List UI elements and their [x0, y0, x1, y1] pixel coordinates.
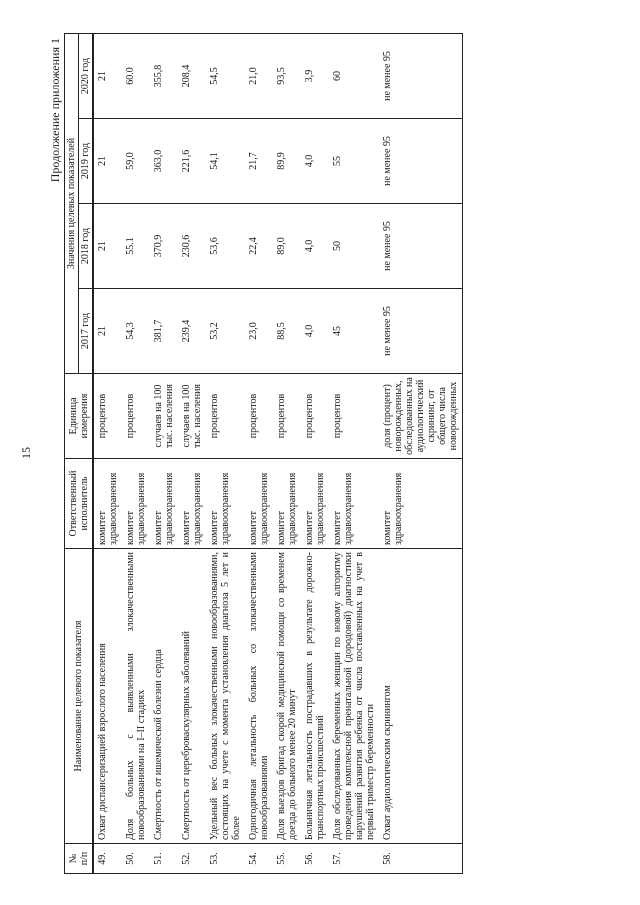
table-row — [178, 33, 206, 873]
row-number: 56. — [301, 844, 329, 874]
responsible-executor: комитет здравоохранения — [273, 459, 301, 549]
indicator-name: Смертность от ишемической болезни сердца — [150, 549, 178, 844]
value-2018: 22,4 — [245, 204, 273, 289]
unit-of-measure: процентов — [273, 374, 301, 459]
unit-of-measure: случаев на 100 тыс. населения — [178, 374, 206, 459]
indicator-name: Одногодичная летальность больных со злокачественными новообразованиями — [245, 549, 273, 844]
value-2019: 21 — [94, 119, 123, 204]
value-2017: 88,5 — [273, 289, 301, 374]
responsible-executor: комитет здравоохранения — [379, 459, 463, 549]
row-number: 54. — [245, 844, 273, 874]
value-2019: 89,9 — [273, 119, 301, 204]
header-name: Наименование целевого показателя — [65, 549, 93, 844]
value-2019: 21,7 — [245, 119, 273, 204]
value-2019: 59,0 — [122, 119, 150, 204]
value-2020: не менее 95 — [379, 33, 463, 118]
row-number: 49. — [94, 844, 123, 874]
responsible-executor: комитет здравоохранения — [245, 459, 273, 549]
value-2017: 53,2 — [206, 289, 245, 374]
value-2020: 93,5 — [273, 33, 301, 118]
value-2018: 230,6 — [178, 204, 206, 289]
header-year-2020: 2020 год — [79, 33, 93, 118]
responsible-executor: комитет здравоохранения — [150, 459, 178, 549]
indicator-name: Охват диспансеризацией взрослого населения — [94, 549, 123, 844]
value-2017: 4,0 — [301, 289, 329, 374]
indicator-name: Удельный вес больных злокачественными новообразованиями, состоящих на учете с момента установления диагноза 5 лет и более — [206, 549, 245, 844]
row-number: 57. — [329, 844, 379, 874]
indicator-name: Доля обследованных беременных женщин по новому алгоритму проведения комплексной пренатальной (дородовой) диагностики нарушений развития ребенка от числа поставленных на учет в первый триместр беременности — [329, 549, 379, 844]
page-number-text: 15 — [19, 447, 33, 459]
unit-of-measure: случаев на 100 тыс. населения — [150, 374, 178, 459]
value-2017: 54,3 — [122, 289, 150, 374]
value-2019: 55 — [329, 119, 379, 204]
page-number — [20, 448, 32, 458]
indicator-name: Больничная летальность пострадавших в результате дорожно-транспортных происшествий — [301, 549, 329, 844]
row-number: 58. — [379, 844, 463, 874]
value-2018: 370,9 — [150, 204, 178, 289]
unit-of-measure: процентов — [245, 374, 273, 459]
table-row — [273, 33, 301, 873]
value-2018: 21 — [94, 204, 123, 289]
table-body — [94, 33, 463, 873]
indicators-table — [64, 33, 463, 874]
header-year-2019: 2019 год — [79, 119, 93, 204]
rotated-page — [48, 34, 608, 874]
unit-of-measure: процентов — [122, 374, 150, 459]
value-2018: не менее 95 — [379, 204, 463, 289]
indicator-name: Доля больных с выявленными злокачественными новообразованиями на I–II стадиях — [122, 549, 150, 844]
value-2019: 363,0 — [150, 119, 178, 204]
row-number: 53. — [206, 844, 245, 874]
row-number: 52. — [178, 844, 206, 874]
value-2020: 3,9 — [301, 33, 329, 118]
row-number: 51. — [150, 844, 178, 874]
value-2019: 4,0 — [301, 119, 329, 204]
value-2020: 208,4 — [178, 33, 206, 118]
value-2017: 381,7 — [150, 289, 178, 374]
table-row — [301, 33, 329, 873]
responsible-executor: комитет здравоохранения — [178, 459, 206, 549]
value-2019: не менее 95 — [379, 119, 463, 204]
responsible-executor: комитет здравоохранения — [329, 459, 379, 549]
responsible-executor: комитет здравоохранения — [122, 459, 150, 549]
value-2018: 55.1 — [122, 204, 150, 289]
value-2019: 221,6 — [178, 119, 206, 204]
table-row — [329, 33, 379, 873]
unit-of-measure: процентов — [206, 374, 245, 459]
header-unit: Единица измерения — [65, 374, 93, 459]
value-2018: 50 — [329, 204, 379, 289]
table-row — [122, 33, 150, 873]
indicator-name: Смертность от цереброваскулярных заболеваний — [178, 549, 206, 844]
header-executor: Ответственный исполнитель — [65, 459, 93, 549]
responsible-executor: комитет здравоохранения — [94, 459, 123, 549]
value-2017: 21 — [94, 289, 123, 374]
value-2017: 23,0 — [245, 289, 273, 374]
appendix-continuation-caption: Продолжение приложения 1 — [48, 38, 62, 183]
table-row — [150, 33, 178, 873]
unit-of-measure: доля (процент) новорожденных, обследованных на аудиологический скрининг, от общего числа новорожденных — [379, 374, 463, 459]
unit-of-measure: процентов — [94, 374, 123, 459]
value-2020: 60.0 — [122, 33, 150, 118]
responsible-executor: комитет здравоохранения — [206, 459, 245, 549]
header-no: № п/п — [65, 844, 93, 874]
indicator-name: Охват аудиологическим скринингом — [379, 549, 463, 844]
table-row — [245, 33, 273, 873]
value-2020: 60 — [329, 33, 379, 118]
header-values-group: Значения целевых показателей — [65, 33, 79, 373]
value-2020: 355,8 — [150, 33, 178, 118]
value-2017: 45 — [329, 289, 379, 374]
value-2020: 54,5 — [206, 33, 245, 118]
value-2018: 4,0 — [301, 204, 329, 289]
unit-of-measure: процентов — [329, 374, 379, 459]
header-year-2017: 2017 год — [79, 289, 93, 374]
table-header — [65, 33, 94, 873]
table-row — [206, 33, 245, 873]
header-year-2018: 2018 год — [79, 204, 93, 289]
value-2018: 53,6 — [206, 204, 245, 289]
value-2018: 89,0 — [273, 204, 301, 289]
value-2019: 54,1 — [206, 119, 245, 204]
value-2020: 21,0 — [245, 33, 273, 118]
unit-of-measure: процентов — [301, 374, 329, 459]
indicator-name: Доля выездов бригад скорой медицинской помощи со временем доезда до больного менее 20 минут — [273, 549, 301, 844]
value-2017: не менее 95 — [379, 289, 463, 374]
table-row — [379, 33, 463, 873]
value-2020: 21 — [94, 33, 123, 118]
table-row — [94, 33, 123, 873]
row-number: 50. — [122, 844, 150, 874]
value-2017: 239,4 — [178, 289, 206, 374]
row-number: 55. — [273, 844, 301, 874]
responsible-executor: комитет здравоохранения — [301, 459, 329, 549]
